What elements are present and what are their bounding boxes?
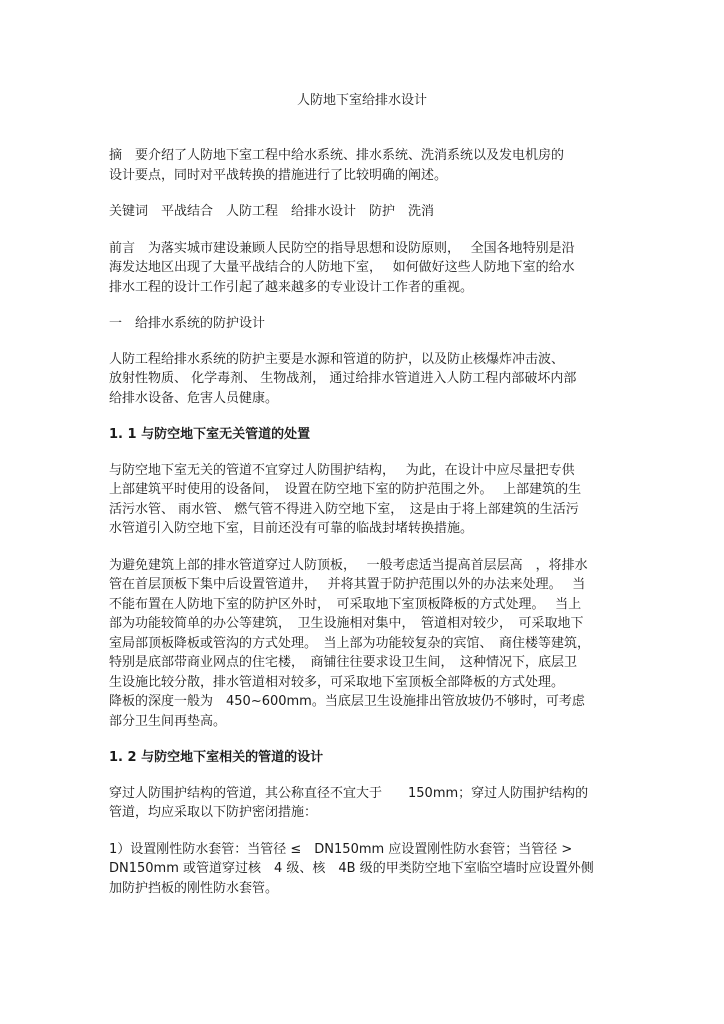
body-paragraph xyxy=(109,556,617,732)
text-line: 前言 为落实城市建设兼顾人民防空的指导思想和设防原则， 全国各地特别是沿 xyxy=(109,240,575,256)
text-line: 管道，均应采取以下防护密闭措施： xyxy=(109,805,318,820)
text-line: 排水工程的设计工作引起了越来越多的专业设计工作者的重视。 xyxy=(109,279,474,295)
text-line: 水管道引入防空地下室，目前还没有可靠的临战封堵转换措施。 xyxy=(109,521,474,536)
text-line: 1. 1 与防空地下室无关管道的处置 xyxy=(109,427,311,442)
body-paragraph xyxy=(109,461,617,539)
text-line: 摘 要介绍了人防地下室工程中给水系统、排水系统、洗消系统以及发电机房的 xyxy=(109,148,565,163)
text-line: 海发达地区出现了大量平战结合的人防地下室， 如何做好这些人防地下室的给水 xyxy=(109,260,575,275)
document-title: 人防地下室给排水设计 xyxy=(296,93,427,108)
document-body xyxy=(109,146,617,915)
text-line: DN150mm 或管道穿过核 4 级、核 4B 级的甲类防空地下室临空墙时应设置外侧 xyxy=(109,861,594,876)
text-line: 上部建筑平时使用的设备间， 设置在防空地下室的防护范围之外。 上部建筑的生 xyxy=(109,482,582,497)
keywords-paragraph xyxy=(109,202,617,222)
text-line: 为避免建筑上部的排水管道穿过人防顶板， 一般考虑适当提高首层层高 ，将排水 xyxy=(109,557,588,573)
text-line: 活污水管、 雨水管、 燃气管不得进入防空地下室， 这是由于将上部建筑的生活污 xyxy=(109,501,579,517)
text-line: 与防空地下室无关的管道不宜穿过人防围护结构， 为此，在设计中应尽量把专供 xyxy=(109,462,575,478)
preface-paragraph xyxy=(109,239,617,298)
text-line: 管在首层顶板下集中后设置管道井， 并将其置于防护范围以外的办法来处理。 当 xyxy=(109,577,586,592)
text-line: 加防护挡板的刚性防水套管。 xyxy=(109,880,279,896)
text-line: 生设施比较分散，排水管道相对较多，可采取地下室顶板全部降板的方式处理。 xyxy=(109,674,565,690)
text-line: 放射性物质、 化学毒剂、 生物战剂， 通过给排水管道进入人防工程内部破坏内部 xyxy=(109,371,577,386)
text-line: 一 给排水系统的防护设计 xyxy=(109,316,266,331)
text-line: 不能布置在人防地下室的防护区外时， 可采取地下室顶板降板的方式处理。 当上 xyxy=(109,596,582,612)
text-line: 降板的深度一般为 450~600mm。当底层卫生设施排出管放坡仍不够时，可考虑 xyxy=(109,694,585,709)
text-line: 室局部顶板降板或管沟的方式处理。 当上部为功能较复杂的宾馆、 商住楼等建筑， xyxy=(109,635,591,651)
text-line: 人防工程给排水系统的防护主要是水源和管道的防护，以及防止核爆炸冲击波、 xyxy=(109,351,565,367)
text-line: 关键词 平战结合 人防工程 给排水设计 防护 洗消 xyxy=(109,204,435,219)
abstract-paragraph xyxy=(109,146,617,185)
subsection-heading xyxy=(109,748,617,768)
text-line: 部分卫生间再垫高。 xyxy=(109,713,227,729)
body-paragraph xyxy=(109,350,617,409)
text-line: 1）设置刚性防水套管：当管径 ≤ DN150mm 应设置刚性防水套管；当管径 > xyxy=(109,841,573,857)
section-heading xyxy=(109,314,617,334)
text-line: 设计要点，同时对平战转换的措施进行了比较明确的阐述。 xyxy=(109,167,448,183)
text-line: 1. 2 与防空地下室相关的管道的设计 xyxy=(109,750,324,765)
subsection-heading xyxy=(109,425,617,445)
body-paragraph xyxy=(109,840,617,899)
text-line: 穿过人防围护结构的管道，其公称直径不宜大于 150mm；穿过人防围护结构的 xyxy=(109,785,589,801)
text-line: 部为功能较简单的办公等建筑， 卫生设施相对集中， 管道相对较少， 可采取地下 xyxy=(109,616,584,631)
text-line: 特别是底部带商业网点的住宅楼， 商铺往往要求设卫生间， 这种情况下，底层卫 xyxy=(109,655,578,670)
body-paragraph xyxy=(109,784,617,823)
text-line: 给排水设备、危害人员健康。 xyxy=(109,390,279,406)
